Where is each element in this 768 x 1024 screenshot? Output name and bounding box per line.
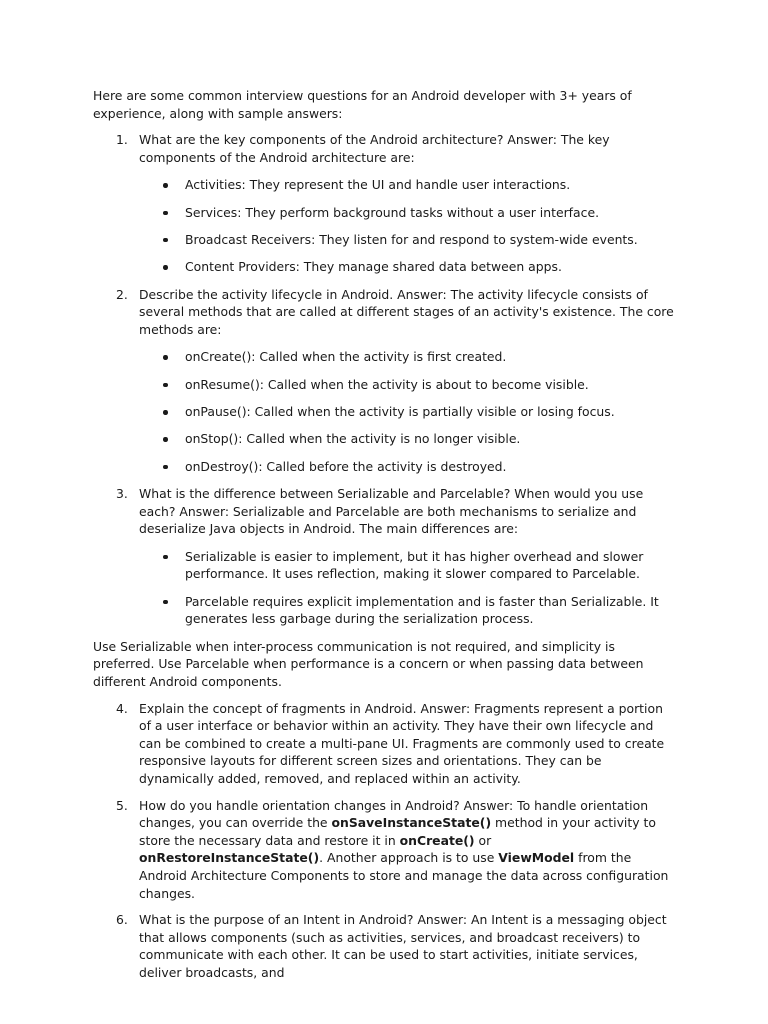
list-item: onPause(): Called when the activity is partially visible or losing focus. bbox=[93, 403, 678, 421]
question-5 bbox=[93, 797, 678, 903]
question-text: Explain the concept of fragments in Android. Answer: Fragments represent a portion of a user interface or behavior within an activity. They have their own lifecycle and can be combined to create a multi-pane UI. Fragments are commonly used to create responsive layouts for different screen sizes and orientations. They can be dynamically added, removed, and replaced within an activity. bbox=[139, 700, 665, 786]
list-item: Content Providers: They manage shared data between apps. bbox=[93, 258, 678, 276]
list-item: Serializable is easier to implement, but it has higher overhead and slower performance. It uses reflection, making it slower compared to Parcelable. bbox=[93, 548, 678, 583]
question-2 bbox=[93, 286, 678, 476]
code-term: onCreate() bbox=[399, 832, 475, 848]
question-text: Describe the activity lifecycle in Android. Answer: The activity lifecycle consists of several methods that are called at different stages of an activity's existence. The core methods are: bbox=[139, 286, 674, 337]
question-text: What are the key components of the Android architecture? Answer: The key components of the Android architecture are: bbox=[139, 132, 610, 165]
code-term: onSaveInstanceState() bbox=[331, 815, 492, 831]
question-6 bbox=[93, 911, 678, 981]
text-run: . Another approach is to use bbox=[319, 850, 499, 866]
question-text: What is the difference between Serializable and Parcelable? When would you use each? Answer: Serializable and Parcelable are both mechanisms to serialize and deserialize Java objects in Android. The main differences are: bbox=[139, 486, 644, 537]
document-body bbox=[93, 87, 678, 991]
question-text bbox=[139, 797, 678, 903]
list-item: onDestroy(): Called before the activity is destroyed. bbox=[93, 458, 678, 476]
question-4 bbox=[93, 700, 678, 788]
list-item: onStop(): Called when the activity is no longer visible. bbox=[93, 430, 678, 448]
question-number: 1. bbox=[116, 132, 128, 148]
list-item: Activities: They represent the UI and handle user interactions. bbox=[93, 176, 678, 194]
question-number: 3. bbox=[116, 486, 128, 502]
list-item: Services: They perform background tasks without a user interface. bbox=[93, 204, 678, 222]
question-number: 4. bbox=[116, 700, 128, 716]
question-number: 6. bbox=[116, 912, 128, 928]
usage-note-paragraph: Use Serializable when inter-process communication is not required, and simplicity is preferred. Use Parcelable when performance is a concern or when passing data between different Android components. bbox=[93, 638, 644, 689]
text-run: How do you handle orientation changes in Android? Answer: To handle orientation changes, you can override the bbox=[139, 797, 649, 831]
bullet-list bbox=[93, 548, 678, 628]
list-item: Broadcast Receivers: They listen for and respond to system-wide events. bbox=[93, 231, 678, 249]
question-number: 5. bbox=[116, 797, 128, 813]
question-3 bbox=[93, 485, 678, 628]
text-run: or bbox=[474, 832, 492, 848]
question-number: 2. bbox=[116, 286, 128, 302]
bullet-list bbox=[93, 348, 678, 475]
list-item: onCreate(): Called when the activity is first created. bbox=[93, 348, 678, 366]
code-term: ViewModel bbox=[498, 850, 575, 866]
text-run: method in your activity to store the necessary data and restore it in bbox=[139, 815, 656, 848]
text-run: from the Android Architecture Components to store and manage the data across configuration changes. bbox=[139, 850, 669, 901]
question-text: What is the purpose of an Intent in Android? Answer: An Intent is a messaging object that allows components (such as activities, services, and broadcast receivers) to communicate with each other. It can be used to start activities, initiate services, deliver broadcasts, and bbox=[139, 912, 667, 980]
list-item: Parcelable requires explicit implementation and is faster than Serializable. It generates less garbage during the serialization process. bbox=[93, 593, 678, 628]
code-term: onRestoreInstanceState() bbox=[139, 850, 320, 866]
question-1 bbox=[93, 131, 678, 276]
list-item: onResume(): Called when the activity is about to become visible. bbox=[93, 376, 678, 394]
intro-paragraph: Here are some common interview questions for an Android developer with 3+ years of experience, along with sample answers: bbox=[93, 88, 632, 121]
bullet-list bbox=[93, 176, 678, 276]
